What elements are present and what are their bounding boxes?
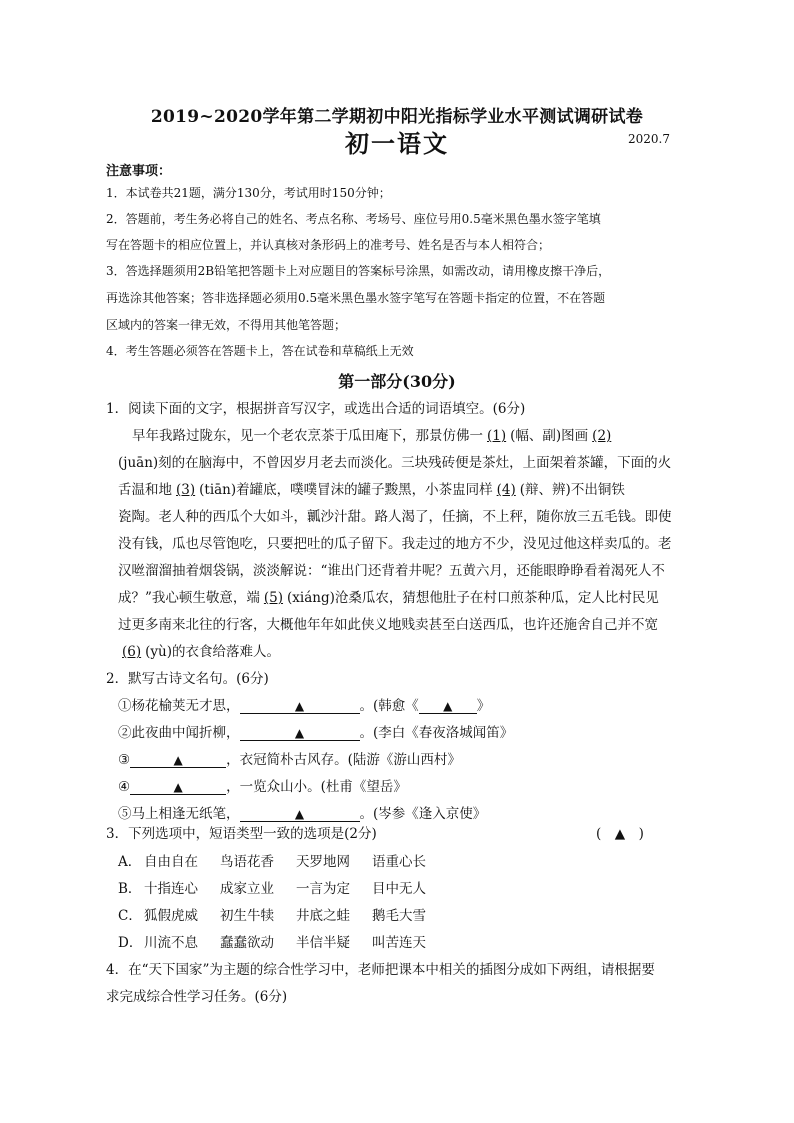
blank-2[interactable]: (2): [592, 428, 612, 444]
blank-4[interactable]: (4): [496, 482, 516, 498]
notes-line: 区域内的答案一律无效，不得用其他笔答题；: [106, 318, 347, 332]
notes-line: 再选涂其他答案；答非选择题必须用0.5毫米黑色墨水签字笔写在答题卡指定的位置，不在答题: [106, 291, 606, 305]
q1-line: (6) (yù)的衣食给落难人。: [118, 640, 280, 660]
notes-line: 1．本试卷共21题，满分130分，考试用时150分钟；: [106, 186, 391, 200]
answer-blank[interactable]: ▲: [130, 753, 226, 768]
q1-line: 过更多南来北往的行客，大概他年年如此侠义地贱卖甚至白送西瓜，也许还施舍自己并不宽: [118, 617, 658, 633]
option-d[interactable]: D． 川流不息 蠢蠢欲动 半信半疑 叫苦连天: [118, 935, 426, 951]
notes-line: 4．考生答题必须答在答题卡上，答在试卷和草稿纸上无效: [106, 344, 414, 358]
blank-6[interactable]: (6): [122, 644, 142, 660]
q2-item-5: ⑤马上相逢无纸笔， ▲ 。(岑参《逢入京使》: [118, 806, 487, 822]
notes-line: 写在答题卡的相应位置上，并认真核对条形码上的准考号、姓名是否与本人相符合；: [106, 238, 551, 252]
blank-3[interactable]: (3): [176, 482, 196, 498]
exam-date: 2020.7: [628, 132, 670, 146]
q2-item-2: ②此夜曲中闻折柳， ▲ 。(李白《春夜洛城闻笛》: [118, 725, 514, 741]
q1-line: 瓷陶。老人种的西瓜个大如斗，瓤沙汁甜。路人渴了，任摘，不上秤，随你放三五毛钱。即使: [118, 509, 672, 525]
q2-stem: 2．默写古诗文名句。(6分): [106, 671, 269, 687]
q2-item-1: ①杨花榆荚无才思， ▲ 。(韩愈《 ▲ 》: [118, 698, 491, 714]
option-b[interactable]: B． 十指连心 成家立业 一言为定 目中无人: [118, 881, 426, 897]
q1-line: 汉咝溜溜抽着烟袋锅，淡淡解说：“谁出门还背着井呢？五黄六月，还能眼睁睁看着渴死人不: [118, 563, 665, 579]
exam-title: 2019~2020学年第二学期初中阳光指标学业水平测试调研试卷: [150, 107, 644, 127]
q4-stem: 4．在“天下国家”为主题的综合性学习中，老师把课本中相关的插图分成如下两组，请根据要: [106, 962, 655, 978]
q2-item-3: ③ ▲ ，衣冠简朴古风存。(陆游《游山西村》: [118, 752, 461, 768]
answer-blank[interactable]: ▲: [130, 780, 226, 795]
answer-blank[interactable]: ▲: [240, 699, 360, 714]
notes-heading: 注意事项：: [106, 164, 172, 179]
q2-item-4: ④ ▲ ，一览众山小。(杜甫《望岳》: [118, 779, 407, 795]
q1-line: (juān)刻的在脑海中，不曾因岁月老去而淡化。三块残砖便是茶灶，上面架着茶罐，下面的火: [118, 455, 672, 471]
q1-line: 舌温和地 (3) (tiān)着罐底，噗噗冒沫的罐子黢黑，小茶盅同样 (4) (辩、辨)不出铜铁: [118, 482, 625, 498]
blank-5[interactable]: (5): [263, 590, 284, 606]
q1-line: 没有钱，瓜也尽管饱吃，只要把吐的瓜子留下。我走过的地方不少，没见过他这样卖瓜的。老: [118, 536, 672, 552]
q1-stem: 1．阅读下面的文字，根据拼音写汉字，或选出合适的词语填空。(6分): [106, 401, 526, 417]
section-title: 第一部分(30分): [338, 372, 456, 391]
notes-line: 3．答选择题须用2B铅笔把答题卡上对应题目的答案标号涂黑，如需改动，请用橡皮擦干净后，: [106, 264, 611, 278]
answer-blank[interactable]: ▲: [419, 699, 477, 714]
option-a[interactable]: A． 自由自在 鸟语花香 天罗地网 语重心长: [118, 854, 426, 870]
q1-line: 早年我路过陇东，见一个老农烹茶于瓜田庵下，那景仿佛一 (1) (幅、副)图画 (2): [132, 424, 615, 444]
notes-line: 2．答题前，考生务必将自己的姓名、考点名称、考场号、座位号用0.5毫米黑色墨水签字笔填: [106, 212, 601, 226]
option-c[interactable]: C． 狐假虎威 初生牛犊 井底之蛙 鹅毛大雪: [118, 908, 426, 924]
q3-answer-box[interactable]: ( ▲ ): [596, 826, 644, 842]
blank-1[interactable]: (1): [487, 428, 507, 444]
subject-title: 初一语文: [345, 129, 449, 158]
answer-blank[interactable]: ▲: [240, 726, 360, 741]
q1-line: 成？”我心顿生敬意，端 (5) (xiáng)沧桑瓜农，猜想他肚子在村口煎茶种瓜，定人比村民见: [118, 590, 659, 606]
answer-blank[interactable]: ▲: [240, 807, 360, 822]
q4-stem: 求完成综合性学习任务。(6分): [106, 989, 288, 1005]
q3-stem: 3．下列选项中，短语类型一致的选项是(2分): [106, 826, 377, 842]
